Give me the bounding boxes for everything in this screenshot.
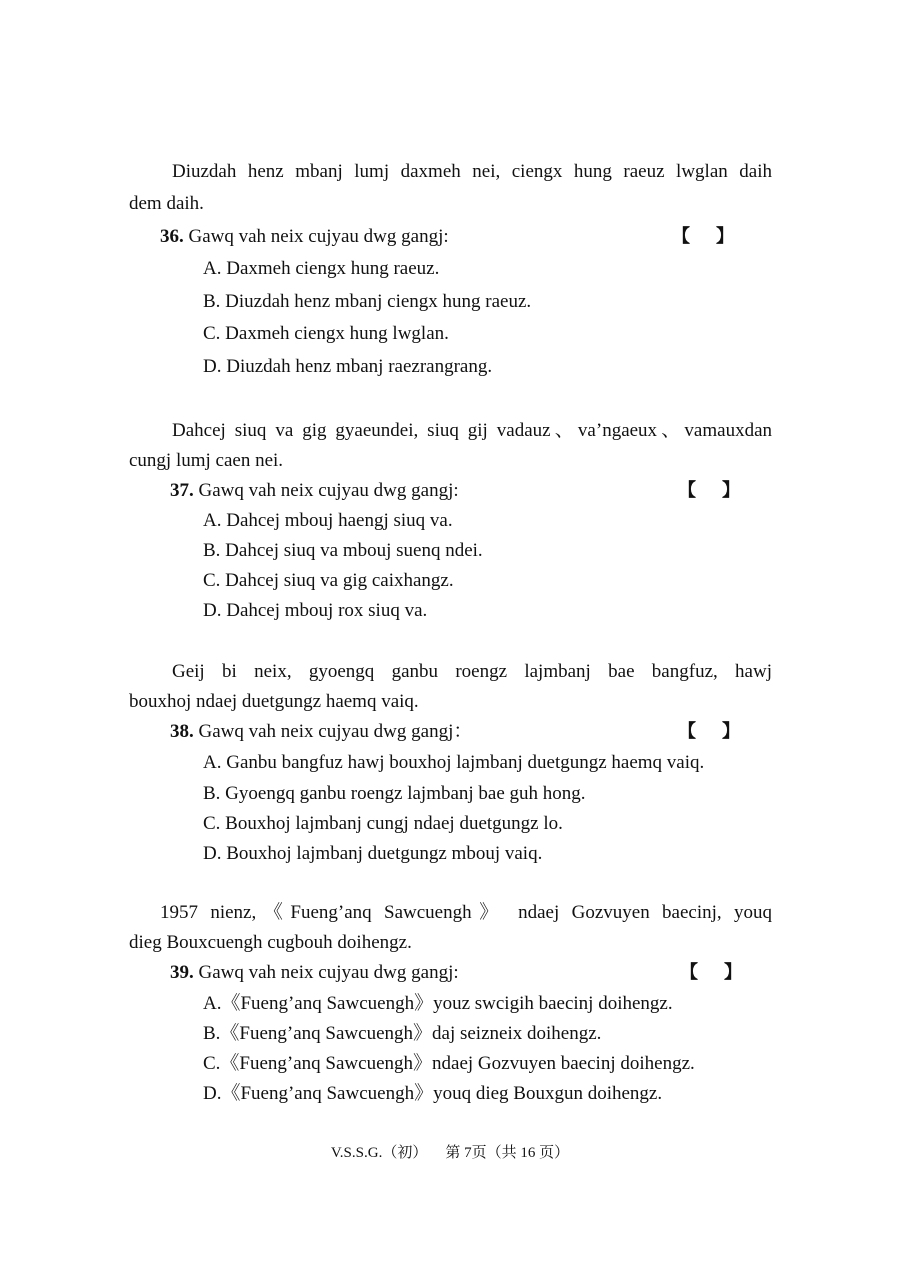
answer-bracket-38[interactable] xyxy=(678,721,740,743)
option-38-c: C. Bouxhoj lajmbanj cungj ndaej duetgungz lo. xyxy=(203,813,563,834)
question-37-number: 37. xyxy=(170,480,194,501)
bracket-open: 【 xyxy=(680,962,698,983)
question-36-number: 36. xyxy=(160,226,184,247)
option-39-c: C.《Fueng’anq Sawcuengh》ndaej Gozvuyen baecinj doihengz. xyxy=(203,1053,695,1074)
passage-36-line-1: Diuzdah henz mbanj lumj daxmeh nei, ciengx hung raeuz lwglan daih xyxy=(172,161,772,182)
question-38-stem xyxy=(170,721,472,743)
question-37-text: Gawq vah neix cujyau dwg gangj: xyxy=(198,480,459,501)
option-36-b: B. Diuzdah henz mbanj ciengx hung raeuz. xyxy=(203,291,532,312)
bracket-close: 】 xyxy=(724,962,742,983)
option-38-b: B. Gyoengq ganbu roengz lajmbanj bae guh hong. xyxy=(203,783,586,804)
passage-39-line-1: 1957 nienz,《Fueng’anq Sawcuengh》 ndaej Gozvuyen baecinj, youq xyxy=(160,902,772,923)
question-39-stem xyxy=(170,962,459,984)
answer-bracket-36[interactable] xyxy=(672,226,734,248)
passage-39-line-2: dieg Bouxcuengh cugbouh doihengz. xyxy=(129,932,412,953)
option-38-a: A. Ganbu bangfuz hawj bouxhoj lajmbanj duetgungz haemq vaiq. xyxy=(203,752,705,773)
bracket-open: 【 xyxy=(672,226,690,247)
page-footer xyxy=(0,1143,900,1163)
option-36-d: D. Diuzdah henz mbanj raezrangrang. xyxy=(203,356,493,377)
footer-page-info: 第 7页（共 16 页） xyxy=(445,1145,570,1161)
option-36-a: A. Daxmeh ciengx hung raeuz. xyxy=(203,258,440,279)
footer-exam-code: V.S.S.G.（初） xyxy=(330,1145,428,1161)
passage-36-line-2: dem daih. xyxy=(129,193,204,214)
option-39-b: B.《Fueng’anq Sawcuengh》daj seizneix doihengz. xyxy=(203,1023,602,1044)
bracket-open: 【 xyxy=(678,480,696,501)
answer-bracket-37[interactable] xyxy=(678,480,740,502)
passage-38-line-2: bouxhoj ndaej duetgungz haemq vaiq. xyxy=(129,691,419,712)
option-38-d: D. Bouxhoj lajmbanj duetgungz mbouj vaiq. xyxy=(203,843,543,864)
passage-37-line-2: cungj lumj caen nei. xyxy=(129,450,284,471)
bracket-close: 】 xyxy=(722,721,740,742)
option-36-c: C. Daxmeh ciengx hung lwglan. xyxy=(203,323,449,344)
question-39-text: Gawq vah neix cujyau dwg gangj: xyxy=(198,962,459,983)
question-36-stem xyxy=(160,226,449,248)
passage-37-line-1: Dahcej siuq va gig gyaeundei, siuq gij vadauz、va’ngaeux、vamauxdan xyxy=(172,420,772,441)
option-39-d: D.《Fueng’anq Sawcuengh》youq dieg Bouxgun doihengz. xyxy=(203,1083,663,1104)
bracket-close: 】 xyxy=(716,226,734,247)
option-39-a: A.《Fueng’anq Sawcuengh》youz swcigih baecinj doihengz. xyxy=(203,993,673,1014)
bracket-open: 【 xyxy=(678,721,696,742)
option-37-d: D. Dahcej mbouj rox siuq va. xyxy=(203,600,428,621)
question-36-text: Gawq vah neix cujyau dwg gangj: xyxy=(188,226,449,247)
option-37-b: B. Dahcej siuq va mbouj suenq ndei. xyxy=(203,540,483,561)
option-37-c: C. Dahcej siuq va gig caixhangz. xyxy=(203,570,454,591)
question-38-number: 38. xyxy=(170,721,194,742)
question-38-text: Gawq vah neix cujyau dwg gangj： xyxy=(198,721,473,742)
option-37-a: A. Dahcej mbouj haengj siuq va. xyxy=(203,510,453,531)
question-39-number: 39. xyxy=(170,962,194,983)
question-37-stem xyxy=(170,480,459,502)
answer-bracket-39[interactable] xyxy=(680,962,742,984)
bracket-close: 】 xyxy=(722,480,740,501)
passage-38-line-1: Geij bi neix, gyoengq ganbu roengz lajmbanj bae bangfuz, hawj xyxy=(172,661,772,682)
